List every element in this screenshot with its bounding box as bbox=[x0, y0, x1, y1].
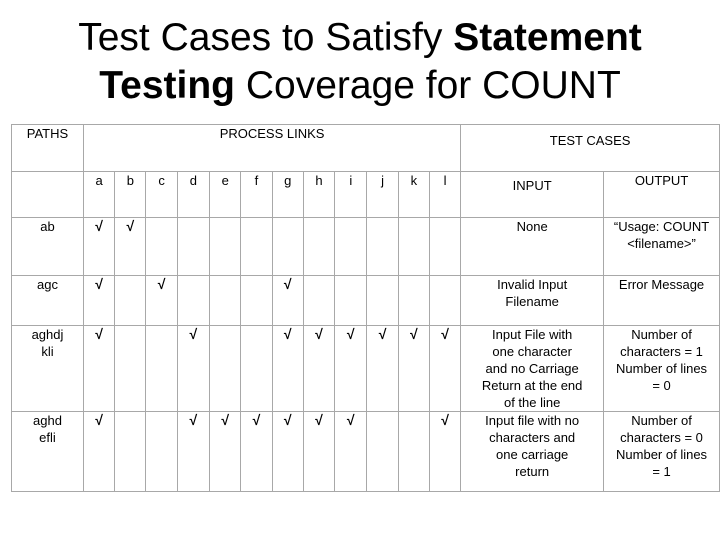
link-check-cell bbox=[241, 326, 272, 412]
link-check-cell: √ bbox=[83, 412, 114, 492]
link-check-cell bbox=[177, 276, 209, 326]
link-check-cell bbox=[398, 276, 429, 326]
link-check-cell bbox=[429, 276, 460, 326]
table-header-row bbox=[12, 125, 720, 172]
link-check-cell bbox=[272, 218, 303, 276]
text-line: characters and bbox=[489, 430, 576, 445]
link-header-l: l bbox=[429, 172, 460, 218]
link-header-d: d bbox=[177, 172, 209, 218]
link-header-g: g bbox=[272, 172, 303, 218]
link-check-cell bbox=[115, 326, 146, 412]
table-row bbox=[12, 218, 720, 276]
text-line: Error Message bbox=[618, 277, 705, 292]
text-line: “Usage: COUNT bbox=[613, 219, 710, 234]
header-paths-blank bbox=[12, 172, 84, 218]
table-row bbox=[12, 412, 720, 492]
header-process-links: PROCESS LINKS bbox=[83, 125, 460, 172]
table-row bbox=[12, 326, 720, 412]
link-header-c: c bbox=[146, 172, 177, 218]
text-line: Number of bbox=[631, 327, 692, 342]
link-check-cell: √ bbox=[303, 412, 334, 492]
path-cell bbox=[12, 326, 84, 412]
output-cell bbox=[604, 218, 720, 276]
link-check-cell: √ bbox=[177, 326, 209, 412]
link-check-cell: √ bbox=[115, 218, 146, 276]
link-check-cell: √ bbox=[272, 412, 303, 492]
link-check-cell bbox=[398, 412, 429, 492]
link-check-cell bbox=[367, 276, 398, 326]
link-check-cell bbox=[146, 326, 177, 412]
path-cell bbox=[12, 218, 84, 276]
link-header-j: j bbox=[367, 172, 398, 218]
text-line: <filename>” bbox=[627, 236, 696, 251]
page-title-line-2 bbox=[0, 62, 720, 110]
input-cell bbox=[461, 276, 604, 326]
link-check-cell: √ bbox=[367, 326, 398, 412]
text-line: of the line bbox=[503, 395, 561, 410]
link-check-cell: √ bbox=[83, 326, 114, 412]
link-check-cell: √ bbox=[83, 218, 114, 276]
text-line: = 1 bbox=[652, 464, 671, 479]
text-line: Number of lines bbox=[616, 447, 708, 462]
link-check-cell bbox=[177, 218, 209, 276]
text-line: one character bbox=[492, 344, 572, 359]
link-header-k: k bbox=[398, 172, 429, 218]
text-line: aghdj bbox=[31, 327, 64, 342]
link-check-cell bbox=[367, 412, 398, 492]
link-check-cell bbox=[303, 276, 334, 326]
title-text-regular: Coverage for COUNT bbox=[235, 64, 621, 107]
header-test-cases: TEST CASES bbox=[461, 125, 720, 172]
link-check-cell bbox=[210, 276, 241, 326]
link-check-cell: √ bbox=[272, 276, 303, 326]
title-text-bold: Statement bbox=[453, 16, 642, 59]
text-line: Number of lines bbox=[616, 361, 708, 376]
link-check-cell bbox=[146, 218, 177, 276]
text-line: and no Carriage bbox=[485, 361, 579, 376]
text-line: Invalid Input bbox=[497, 277, 568, 292]
text-line: Filename bbox=[505, 294, 559, 309]
link-check-cell: √ bbox=[241, 412, 272, 492]
text-line: aghd bbox=[33, 413, 62, 428]
header-paths: PATHS bbox=[12, 125, 84, 172]
link-header-f: f bbox=[241, 172, 272, 218]
text-line: characters = 1 bbox=[620, 344, 703, 359]
input-cell bbox=[461, 412, 604, 492]
link-header-b: b bbox=[115, 172, 146, 218]
link-header-e: e bbox=[210, 172, 241, 218]
link-header-i: i bbox=[335, 172, 367, 218]
output-cell bbox=[604, 412, 720, 492]
text-line: characters = 0 bbox=[620, 430, 703, 445]
text-line: None bbox=[516, 219, 548, 234]
link-check-cell bbox=[398, 218, 429, 276]
link-check-cell: √ bbox=[429, 326, 460, 412]
text-line: one carriage bbox=[496, 447, 569, 462]
text-line: Input file with no bbox=[485, 413, 580, 428]
link-check-cell: √ bbox=[429, 412, 460, 492]
link-check-cell bbox=[241, 276, 272, 326]
input-cell bbox=[461, 218, 604, 276]
link-check-cell: √ bbox=[272, 326, 303, 412]
text-line: agc bbox=[36, 277, 58, 292]
link-check-cell: √ bbox=[335, 412, 367, 492]
link-check-cell bbox=[303, 218, 334, 276]
test-case-table bbox=[11, 124, 720, 492]
path-cell bbox=[12, 412, 84, 492]
link-check-cell: √ bbox=[83, 276, 114, 326]
text-line: kli bbox=[41, 344, 54, 359]
link-check-cell bbox=[335, 276, 367, 326]
text-line: ab bbox=[40, 219, 55, 234]
output-cell bbox=[604, 276, 720, 326]
header-input: INPUT bbox=[461, 172, 604, 218]
link-check-cell bbox=[367, 218, 398, 276]
link-check-cell: √ bbox=[398, 326, 429, 412]
link-check-cell: √ bbox=[210, 412, 241, 492]
link-check-cell bbox=[429, 218, 460, 276]
link-check-cell bbox=[210, 326, 241, 412]
link-check-cell: √ bbox=[303, 326, 334, 412]
text-line: = 0 bbox=[652, 378, 671, 393]
link-check-cell: √ bbox=[177, 412, 209, 492]
link-check-cell bbox=[335, 218, 367, 276]
table-subheader-row bbox=[12, 172, 720, 218]
text-line: Input File with bbox=[492, 327, 573, 342]
title-text-bold: Testing bbox=[99, 64, 235, 107]
text-line: Return at the end bbox=[481, 378, 583, 393]
output-cell bbox=[604, 326, 720, 412]
title-text-regular: Test Cases to Satisfy bbox=[78, 16, 454, 59]
link-check-cell bbox=[146, 412, 177, 492]
link-header-a: a bbox=[83, 172, 114, 218]
link-header-h: h bbox=[303, 172, 334, 218]
page-title-line-1 bbox=[0, 14, 720, 62]
link-check-cell bbox=[241, 218, 272, 276]
text-line: Number of bbox=[631, 413, 692, 428]
input-cell bbox=[461, 326, 604, 412]
path-cell bbox=[12, 276, 84, 326]
link-check-cell bbox=[115, 412, 146, 492]
link-check-cell bbox=[115, 276, 146, 326]
table-row bbox=[12, 276, 720, 326]
link-check-cell bbox=[210, 218, 241, 276]
text-line: return bbox=[515, 464, 550, 479]
link-check-cell: √ bbox=[335, 326, 367, 412]
text-line: efli bbox=[39, 430, 56, 445]
header-output: OUTPUT bbox=[604, 172, 720, 218]
link-check-cell: √ bbox=[146, 276, 177, 326]
